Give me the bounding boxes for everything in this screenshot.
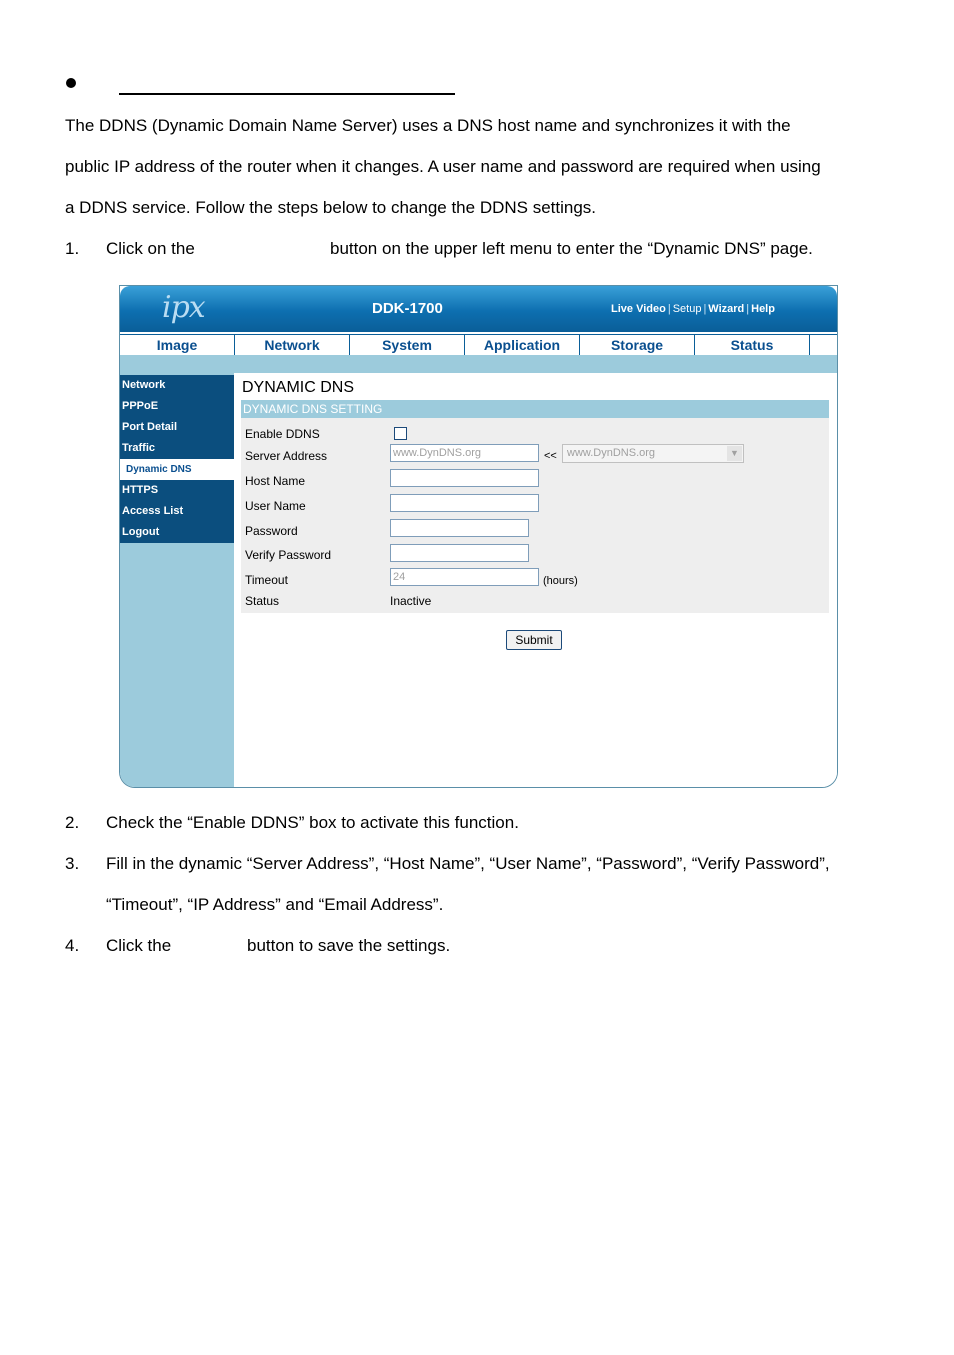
- user-name-input[interactable]: [390, 494, 539, 512]
- step-1-text-b: button on the upper left menu to enter the “Dynamic DNS” page.: [330, 239, 813, 258]
- setup-link[interactable]: Setup: [672, 303, 702, 315]
- host-name-label: Host Name: [245, 474, 306, 488]
- sidebar-item-dynamic-dns[interactable]: Dynamic DNS: [120, 459, 234, 480]
- sidebar-item-traffic[interactable]: Traffic: [122, 442, 156, 454]
- status-label: Status: [245, 594, 280, 608]
- user-name-label: User Name: [245, 499, 306, 513]
- model-name: DDK-1700: [372, 300, 443, 317]
- status-value: Inactive: [390, 594, 432, 608]
- step-1-text-a: Click on the: [106, 239, 195, 258]
- sidebar-item-network[interactable]: Network: [122, 379, 166, 391]
- submit-button[interactable]: Submit: [506, 630, 562, 650]
- intro-line-1: The DDNS (Dynamic Domain Name Server) uses a DNS host name and synchronizes it with the: [65, 116, 791, 135]
- timeout-unit: (hours): [543, 575, 578, 587]
- ddns-form: [241, 418, 829, 613]
- host-name-input[interactable]: [390, 469, 539, 487]
- ipx-logo: ipx: [162, 290, 205, 325]
- timeout-label: Timeout: [245, 573, 288, 587]
- server-select-prefix: <<: [544, 450, 557, 462]
- tab-application[interactable]: Application: [465, 335, 580, 355]
- tab-storage[interactable]: Storage: [580, 335, 695, 355]
- tab-network[interactable]: Network: [235, 335, 350, 355]
- server-address-input[interactable]: www.DynDNS.org: [390, 444, 539, 462]
- sidebar-item-port-detail[interactable]: Port Detail: [122, 421, 178, 433]
- help-link[interactable]: Help: [751, 303, 775, 315]
- ddns-settings-screenshot: [119, 285, 838, 788]
- heading-underline: [119, 93, 455, 95]
- nav-spacer: [120, 355, 837, 373]
- page-title: DYNAMIC DNS: [242, 379, 355, 396]
- timeout-input[interactable]: 24: [390, 568, 539, 586]
- enable-ddns-checkbox[interactable]: [394, 427, 407, 440]
- step-4-number: 4.: [65, 936, 80, 955]
- step-2-text: Check the “Enable DDNS” box to activate this function.: [106, 813, 519, 832]
- enable-ddns-label: Enable DDNS: [245, 427, 320, 441]
- intro-line-2: public IP address of the router when it changes. A user name and password are required when using: [65, 157, 821, 176]
- password-input[interactable]: [390, 519, 529, 537]
- step-3-text-b: “Timeout”, “IP Address” and “Email Address”.: [106, 895, 444, 914]
- intro-line-3: a DDNS service. Follow the steps below to change the DDNS settings.: [65, 198, 597, 217]
- main-nav: [120, 334, 837, 356]
- step-1-number: 1.: [65, 239, 80, 258]
- section-title: DYNAMIC DNS SETTING: [241, 400, 829, 418]
- verify-password-label: Verify Password: [245, 548, 332, 562]
- server-address-select[interactable]: [562, 444, 744, 463]
- wizard-link[interactable]: Wizard: [708, 303, 745, 315]
- heading-bullet: [66, 78, 76, 88]
- tab-status[interactable]: Status: [695, 335, 810, 355]
- server-address-label: Server Address: [245, 449, 328, 463]
- live-video-link[interactable]: Live Video: [611, 303, 666, 315]
- tab-system[interactable]: System: [350, 335, 465, 355]
- sidebar-item-access-list[interactable]: Access List: [122, 505, 184, 517]
- step-4-text-b: button to save the settings.: [247, 936, 451, 955]
- verify-password-input[interactable]: [390, 544, 529, 562]
- sidebar: [120, 375, 234, 543]
- chevron-down-icon: ▼: [727, 446, 742, 461]
- step-3-number: 3.: [65, 854, 80, 873]
- content-panel: [235, 373, 837, 787]
- sidebar-item-pppoe[interactable]: PPPoE: [122, 400, 159, 412]
- server-select-value: www.DynDNS.org: [567, 447, 656, 459]
- password-label: Password: [245, 524, 298, 538]
- top-links: Live Video | Setup | Wizard | Help: [611, 303, 775, 315]
- step-2-number: 2.: [65, 813, 80, 832]
- step-3-text-a: Fill in the dynamic “Server Address”, “Host Name”, “User Name”, “Password”, “Verify Password”,: [106, 854, 830, 873]
- tab-image[interactable]: Image: [120, 335, 235, 355]
- step-4-text-a: Click the: [106, 936, 172, 955]
- sidebar-item-logout[interactable]: Logout: [122, 526, 160, 538]
- sidebar-item-https[interactable]: HTTPS: [122, 484, 159, 496]
- camera-header: [120, 286, 837, 332]
